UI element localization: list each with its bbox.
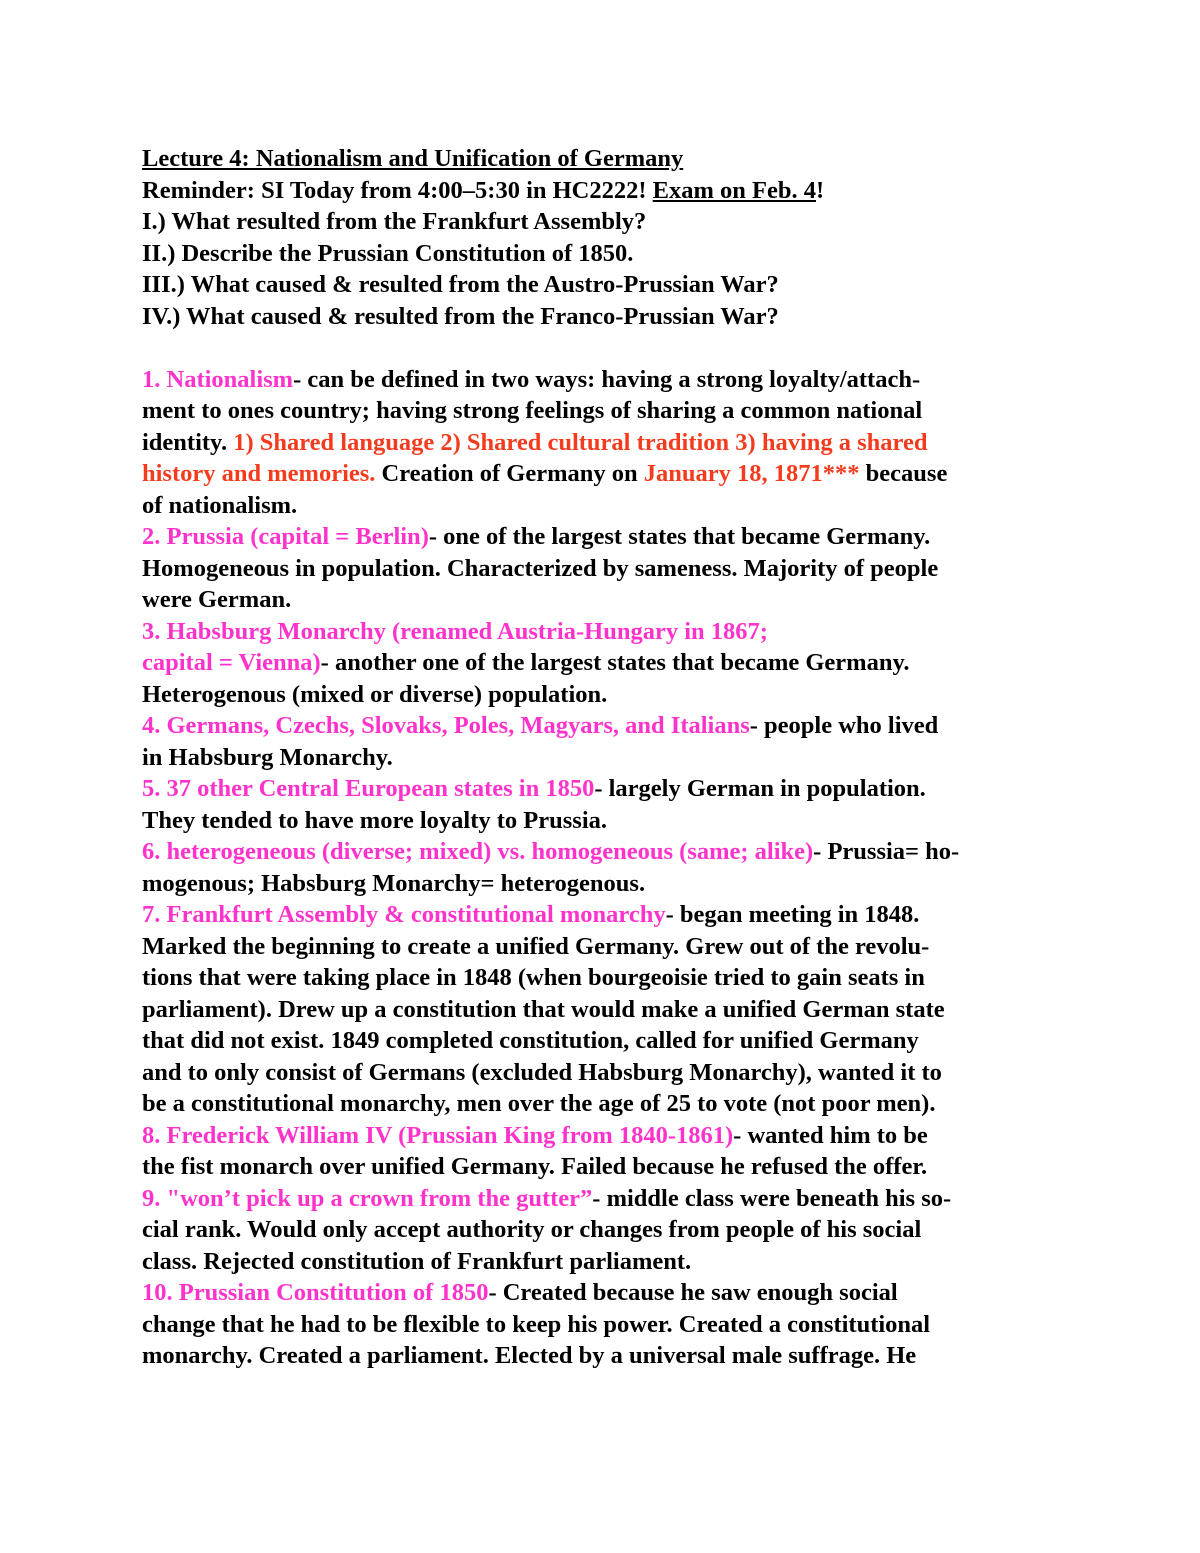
definition: - can be defined in two ways: having a strong loyalty/attach- (293, 365, 921, 393)
note-line (142, 647, 1067, 679)
definition: - wanted him to be (733, 1121, 928, 1149)
definition: - began meeting in 1848. (665, 901, 920, 928)
term: 8. Frederick William IV (Prussian King from 1840-1861) (142, 1121, 734, 1149)
definition: - middle class were beneath his so- (592, 1184, 952, 1212)
definition: - Prussia= ho- (813, 838, 960, 865)
note-line (142, 458, 1067, 490)
note-line: Heterogenous (mixed or diverse) population. (142, 680, 608, 708)
highlight-text: history and memories. (142, 460, 376, 487)
note-line: tions that were taking place in 1848 (when bourgeoisie tried to gain seats in (142, 964, 925, 991)
term: 2. Prussia (capital = Berlin) (142, 523, 429, 550)
highlight-text: 1) Shared language 2) Shared cultural tradition 3) having a shared (233, 428, 928, 456)
note-line: were German. (142, 586, 292, 613)
note-line: class. Rejected constitution of Frankfurt parliament. (142, 1247, 692, 1275)
note-line: be a constitutional monarchy, men over the age of 25 to vote (not poor men). (142, 1090, 936, 1117)
definition: - largely German in population. (594, 775, 926, 802)
definition: because (859, 460, 948, 487)
term: 7. Frankfurt Assembly & constitutional monarchy (142, 901, 666, 928)
note-line: monarchy. Created a parliament. Elected by a universal male suffrage. He (142, 1342, 917, 1369)
definition: - another one of the largest states that became Germany. (320, 649, 910, 676)
term: 1. Nationalism (142, 365, 294, 393)
note-line: that did not exist. 1849 completed constitution, called for unified Germany (142, 1027, 919, 1054)
question-2: II.) Describe the Prussian Constitution of 1850. (142, 239, 634, 267)
term: 5. 37 other Central European states in 1850 (142, 775, 595, 802)
note-item-2 (142, 521, 1067, 553)
definition: - people who lived (749, 712, 939, 739)
note-line (142, 427, 1067, 459)
highlight-date: January 18, 1871*** (643, 460, 860, 487)
question-4: IV.) What caused & resulted from the Franco-Prussian War? (142, 302, 779, 330)
note-item-4 (142, 710, 1067, 742)
note-line: the fist monarch over unified Germany. Failed because he refused the offer. (142, 1153, 928, 1180)
term: 6. heterogeneous (diverse; mixed) vs. homogeneous (same; alike) (142, 838, 814, 865)
note-item-10 (142, 1277, 1067, 1309)
note-line: ment to ones country; having strong feelings of sharing a common national (142, 397, 923, 424)
definition: identity. (142, 428, 234, 456)
reminder-text: Reminder: SI Today from 4:00–5:30 in HC2222! (142, 176, 653, 204)
note-item-7 (142, 899, 1067, 931)
note-line: Marked the beginning to create a unified Germany. Grew out of the revolu- (142, 932, 930, 960)
note-line: Homogeneous in population. Characterized by sameness. Majority of people (142, 554, 939, 582)
term: 4. Germans, Czechs, Slovaks, Poles, Magyars, and Italians (142, 712, 750, 739)
note-line: mogenous; Habsburg Monarchy= heterogenous. (142, 869, 646, 897)
term: capital = Vienna) (142, 649, 321, 676)
note-line: and to only consist of Germans (excluded Habsburg Monarchy), wanted it to (142, 1058, 942, 1086)
term: 9. "won’t pick up a crown from the gutter” (142, 1184, 593, 1212)
note-item-9 (142, 1183, 1067, 1215)
note-line: They tended to have more loyalty to Prussia. (142, 806, 608, 834)
note-item-3: 3. Habsburg Monarchy (renamed Austria-Hungary in 1867; (142, 617, 768, 645)
note-line: change that he had to be flexible to keep his power. Created a constitutional (142, 1310, 931, 1338)
question-1: I.) What resulted from the Frankfurt Assembly? (142, 208, 647, 235)
note-line: cial rank. Would only accept authority or changes from people of his social (142, 1216, 922, 1243)
definition: - one of the largest states that became Germany. (428, 523, 931, 550)
note-line: parliament). Drew up a constitution that would make a unified German state (142, 995, 945, 1023)
lecture-title-line (142, 143, 1067, 175)
document-page (142, 143, 1067, 1372)
note-line: of nationalism. (142, 491, 298, 519)
note-item-8 (142, 1120, 1067, 1152)
reminder-line (142, 175, 1067, 207)
term: 10. Prussian Constitution of 1850 (142, 1279, 489, 1306)
exam-date: Exam on Feb. 4 (652, 176, 817, 204)
note-item-5 (142, 773, 1067, 805)
lecture-title: Lecture 4: Nationalism and Unification of Germany (142, 145, 684, 172)
definition: Creation of Germany on (375, 460, 644, 487)
reminder-end: ! (816, 176, 825, 204)
question-3: III.) What caused & resulted from the Austro-Prussian War? (142, 271, 779, 298)
definition: - Created because he saw enough social (488, 1279, 898, 1306)
spacer (142, 332, 1067, 364)
note-line: in Habsburg Monarchy. (142, 743, 393, 771)
note-item-6 (142, 836, 1067, 868)
note-item-1 (142, 364, 1067, 396)
